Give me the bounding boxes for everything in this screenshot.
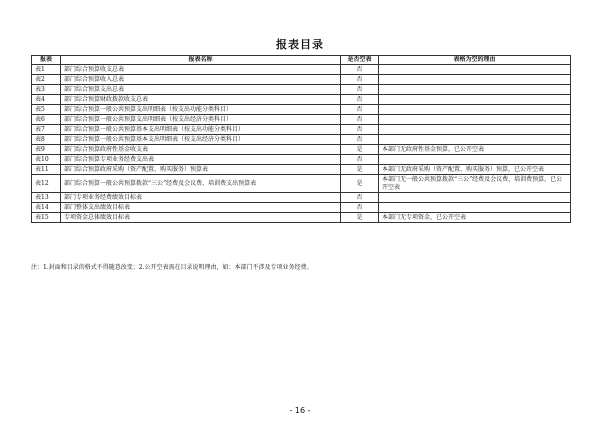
cell-reason (379, 193, 571, 203)
cell-reason: 本部门无政府性基金预算，已公开空表 (379, 145, 571, 155)
header-seq: 报表 (32, 56, 61, 65)
cell-name: 部门综合预算专项业务经费支出表 (61, 155, 341, 165)
cell-reason (379, 203, 571, 213)
cell-reason: 本部门无政府采购（资产配置、购买服务）预算，已公开空表 (379, 165, 571, 175)
table-row (32, 203, 571, 213)
cell-reason (379, 115, 571, 125)
table-row (32, 165, 571, 175)
cell-seq: 表11 (32, 165, 61, 175)
cell-seq: 表8 (32, 135, 61, 145)
cell-name: 部门综合预算收入总表 (61, 75, 341, 85)
table-row (32, 105, 571, 115)
cell-reason (379, 75, 571, 85)
cell-seq: 表2 (32, 75, 61, 85)
cell-name: 部门综合预算一般公共预算基本支出明细表（按支出经济分类科目） (61, 135, 341, 145)
cell-empty: 否 (341, 193, 379, 203)
cell-seq: 表13 (32, 193, 61, 203)
table-row (32, 115, 571, 125)
cell-seq: 表7 (32, 125, 61, 135)
cell-empty: 否 (341, 105, 379, 115)
cell-name: 部门综合预算支出总表 (61, 85, 341, 95)
table-row (32, 85, 571, 95)
table-row (32, 125, 571, 135)
table-row (32, 75, 571, 85)
cell-empty: 是 (341, 165, 379, 175)
cell-empty: 是 (341, 213, 379, 223)
cell-name: 部门综合预算一般公共预算支出明细表（按支出功能分类科目） (61, 105, 341, 115)
cell-name: 部门综合预算收支总表 (61, 65, 341, 75)
cell-empty: 否 (341, 65, 379, 75)
cell-seq: 表3 (32, 85, 61, 95)
cell-seq: 表10 (32, 155, 61, 165)
cell-reason: 本部门无专项资金，已公开空表 (379, 213, 571, 223)
cell-name: 部门综合预算一般公共预算拨款“三公”经费及会议费、培训费支出预算表 (61, 175, 341, 193)
page-title: 报表目录 (276, 38, 324, 51)
table-header-row (32, 56, 571, 65)
cell-seq: 表5 (32, 105, 61, 115)
cell-seq: 表14 (32, 203, 61, 213)
cell-reason (379, 105, 571, 115)
cell-name: 部门综合预算一般公共预算基本支出明细表（按支出功能分类科目） (61, 125, 341, 135)
cell-empty: 否 (341, 115, 379, 125)
cell-seq: 表9 (32, 145, 61, 155)
cell-empty: 是 (341, 145, 379, 155)
header-empty: 是否空表 (341, 56, 379, 65)
cell-seq: 表15 (32, 213, 61, 223)
table-row (32, 135, 571, 145)
report-catalog-table (31, 55, 571, 223)
cell-seq: 表12 (32, 175, 61, 193)
cell-name: 部门专项业务经费绩效目标表 (61, 193, 341, 203)
cell-empty: 否 (341, 75, 379, 85)
table-row (32, 65, 571, 75)
cell-empty: 否 (341, 155, 379, 165)
cell-seq: 表4 (32, 95, 61, 105)
cell-reason (379, 65, 571, 75)
cell-empty: 是 (341, 175, 379, 193)
table-row (32, 155, 571, 165)
cell-empty: 否 (341, 125, 379, 135)
cell-name: 专项资金总体绩效目标表 (61, 213, 341, 223)
cell-reason (379, 125, 571, 135)
cell-empty: 否 (341, 135, 379, 145)
table-row (32, 193, 571, 203)
cell-empty: 否 (341, 85, 379, 95)
cell-reason (379, 95, 571, 105)
header-reason: 表格为空的理由 (379, 56, 571, 65)
cell-seq: 表6 (32, 115, 61, 125)
cell-empty: 否 (341, 203, 379, 213)
page-number: - 16 - (289, 406, 311, 415)
footnote: 注：1.封面和目录的格式不得随意改变；2.公开空表需在目录说明理由，如：本部门不涉及专项业务经费。 (31, 264, 313, 271)
cell-empty: 否 (341, 95, 379, 105)
header-name: 报表名称 (61, 56, 341, 65)
table-row (32, 213, 571, 223)
table-row (32, 95, 571, 105)
cell-reason (379, 155, 571, 165)
cell-name: 部门综合预算一般公共预算支出明细表（按支出经济分类科目） (61, 115, 341, 125)
cell-name: 部门整体支出绩效目标表 (61, 203, 341, 213)
cell-name: 部门综合预算政府性基金收支表 (61, 145, 341, 155)
cell-reason (379, 85, 571, 95)
cell-reason: 本部门无一般公共预算拨款“三公”经费及会议费、培训费预算，已公开空表 (379, 175, 571, 193)
cell-name: 部门综合预算政府采购（资产配置、购买服务）预算表 (61, 165, 341, 175)
cell-seq: 表1 (32, 65, 61, 75)
cell-reason (379, 135, 571, 145)
table-row (32, 175, 571, 193)
cell-name: 部门综合预算财政拨款收支总表 (61, 95, 341, 105)
table-row (32, 145, 571, 155)
